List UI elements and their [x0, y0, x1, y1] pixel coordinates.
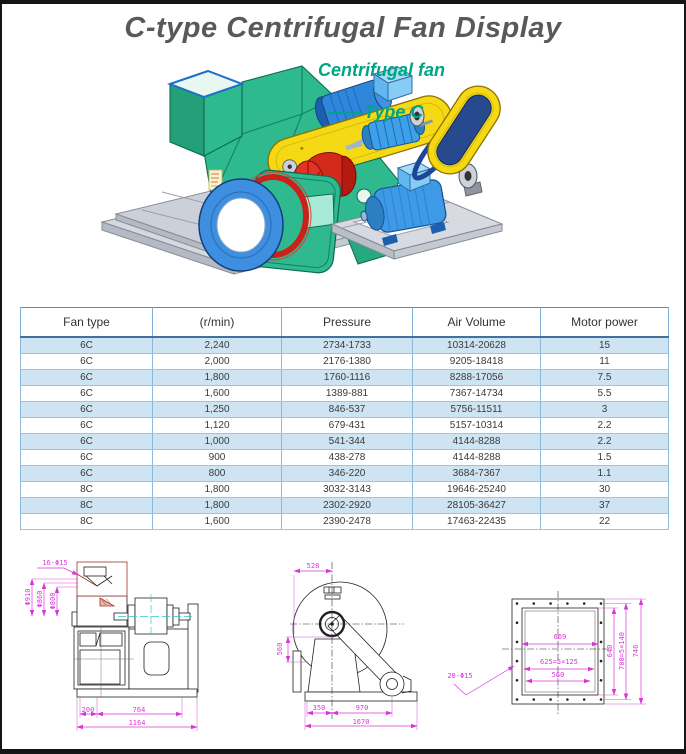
table-cell: 3684-7367 [413, 466, 541, 482]
dimension-drawings-area [2, 534, 686, 754]
illustration-caption: Centrifugal fan [318, 60, 446, 80]
table-cell: 2176-1380 [282, 354, 413, 370]
table-cell: 800 [153, 466, 282, 482]
table-cell: 900 [153, 450, 282, 466]
table-cell: 28105-36427 [413, 498, 541, 514]
table-cell: 3 [541, 402, 669, 418]
table-cell: 1,250 [153, 402, 282, 418]
flange-view-drawing [502, 591, 612, 714]
table-cell: 679-431 [282, 418, 413, 434]
table-cell: 6C [21, 354, 153, 370]
dim-label-560v: 560 [276, 642, 284, 656]
dim-label-bolt-note-right: 20-Φ15 [447, 672, 473, 680]
table-header-cell: Air Volume [413, 308, 541, 338]
table-cell: 1,800 [153, 482, 282, 498]
table-cell: 6C [21, 370, 153, 386]
table-cell: 37 [541, 498, 669, 514]
table-cell: 5756-11511 [413, 402, 541, 418]
table-row [21, 337, 669, 354]
table-row [21, 370, 669, 386]
table-row [21, 498, 669, 514]
table-cell: 6C [21, 402, 153, 418]
dim-label-dia3: Φ800 [49, 592, 57, 610]
table-cell: 7367-14734 [413, 386, 541, 402]
dim-label-dia1: Φ910 [24, 588, 32, 606]
side-view-drawing [72, 562, 198, 697]
dim-label-640: 640 [606, 644, 614, 658]
table-cell: 1,800 [153, 498, 282, 514]
table-cell: 2.2 [541, 418, 669, 434]
dim-label-700: 700=5×140 [618, 632, 626, 670]
table-cell: 10314-20628 [413, 337, 541, 354]
table-cell: 2.2 [541, 434, 669, 450]
table-cell: 1.1 [541, 466, 669, 482]
table-cell: 8288-17056 [413, 370, 541, 386]
dim-label-970: 970 [355, 704, 369, 712]
dim-label-dia2: Φ860 [36, 590, 44, 608]
table-row [21, 386, 669, 402]
table-cell: 6C [21, 450, 153, 466]
fan-spec-table [20, 307, 669, 530]
dim-label-200: 200 [81, 706, 95, 714]
table-cell: 2390-2478 [282, 514, 413, 530]
table-cell: 2,000 [153, 354, 282, 370]
scroll-view-drawing [290, 562, 417, 720]
table-cell: 9205-18418 [413, 354, 541, 370]
page-title: C-type Centrifugal Fan Display [124, 12, 562, 44]
dim-label-669: 669 [553, 633, 567, 641]
table-cell: 346-220 [282, 466, 413, 482]
table-cell: 4144-8288 [413, 434, 541, 450]
dim-label-746: 746 [632, 644, 640, 658]
table-cell: 4144-8288 [413, 450, 541, 466]
table-cell: 438-278 [282, 450, 413, 466]
illustration-type-label: ——Type C [328, 102, 424, 122]
dim-label-1164: 1164 [128, 719, 146, 727]
table-cell: 11 [541, 354, 669, 370]
dimension-drawings [2, 534, 686, 754]
table-cell: 8C [21, 498, 153, 514]
dim-label-625: 625=5×125 [540, 658, 578, 666]
dim-label-1670: 1670 [352, 718, 370, 726]
table-cell: 541-344 [282, 434, 413, 450]
table-row [21, 434, 669, 450]
table-cell: 17463-22435 [413, 514, 541, 530]
table-cell: 8C [21, 482, 153, 498]
table-cell: 1.5 [541, 450, 669, 466]
table-header-row [21, 308, 669, 338]
table-row [21, 514, 669, 530]
fan-illustration [2, 52, 686, 304]
table-cell: 6C [21, 434, 153, 450]
table-row [21, 482, 669, 498]
table-cell: 2302-2920 [282, 498, 413, 514]
fan-illustration-area [2, 52, 686, 304]
table-header-cell: Motor power [541, 308, 669, 338]
dim-label-764: 764 [132, 706, 146, 714]
table-header-cell: Fan type [21, 308, 153, 338]
table-cell: 3032-3143 [282, 482, 413, 498]
table-row [21, 450, 669, 466]
table-cell: 5.5 [541, 386, 669, 402]
table-row [21, 466, 669, 482]
table-cell: 1,600 [153, 514, 282, 530]
dim-label-528: 528 [306, 562, 320, 570]
table-cell: 15 [541, 337, 669, 354]
table-row [21, 418, 669, 434]
table-cell: 5157-10314 [413, 418, 541, 434]
dim-label-bolt-note-left: 16-Φ15 [42, 559, 68, 567]
table-cell: 1760-1116 [282, 370, 413, 386]
table-row [21, 354, 669, 370]
table-cell: 846-537 [282, 402, 413, 418]
table-cell: 1,600 [153, 386, 282, 402]
table-cell: 2734-1733 [282, 337, 413, 354]
table-cell: 22 [541, 514, 669, 530]
table-cell: 1,120 [153, 418, 282, 434]
dim-label-560f: 560 [551, 671, 565, 679]
table-cell: 6C [21, 386, 153, 402]
dim-label-350: 350 [312, 704, 326, 712]
table-cell: 19646-25240 [413, 482, 541, 498]
table-cell: 2,240 [153, 337, 282, 354]
table-header-cell: Pressure [282, 308, 413, 338]
table-cell: 1389-881 [282, 386, 413, 402]
table-header-cell: (r/min) [153, 308, 282, 338]
table-cell: 1,000 [153, 434, 282, 450]
table-cell: 8C [21, 514, 153, 530]
table-cell: 1,800 [153, 370, 282, 386]
table-cell: 6C [21, 418, 153, 434]
table-cell: 7.5 [541, 370, 669, 386]
table-row [21, 402, 669, 418]
table-cell: 6C [21, 466, 153, 482]
table-cell: 30 [541, 482, 669, 498]
table-cell: 6C [21, 337, 153, 354]
